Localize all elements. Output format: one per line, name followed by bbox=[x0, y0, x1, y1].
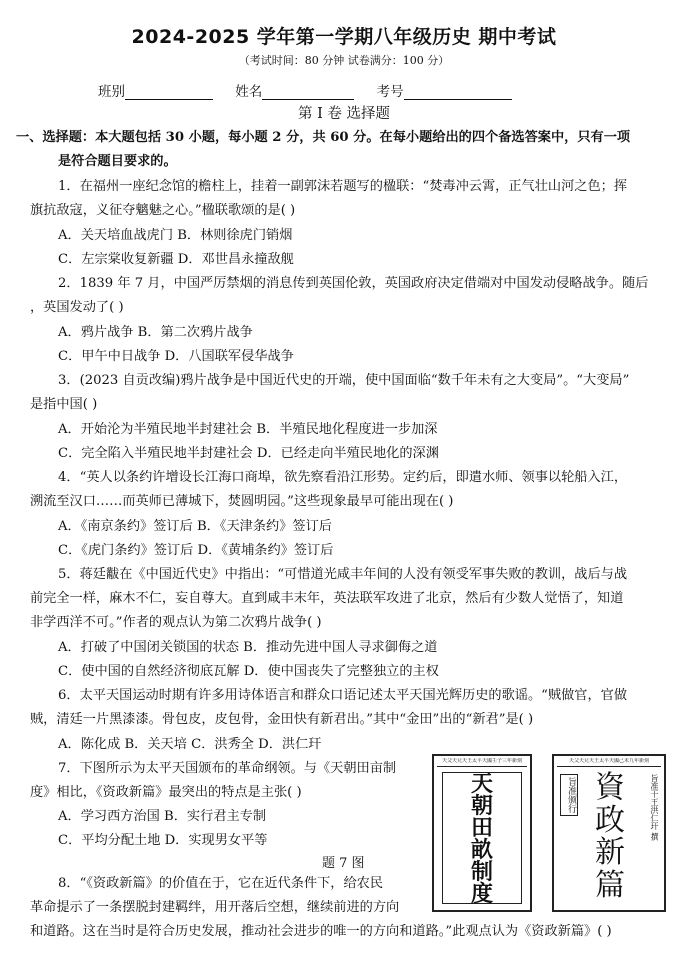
student-info-fields bbox=[98, 80, 530, 100]
q3-options-ab: A．开始沦为半殖民地半封建社会 B．半殖民地化程度进一步加深 bbox=[58, 422, 438, 437]
q6-stem-line-1: 6．太平天国运动时期有许多用诗体语言和群众口语记述太平天国光辉历史的歌谣。“贼做官，官做 bbox=[58, 688, 628, 703]
exam-title: 2024-2025 学年第一学期八年级历史 期中考试 bbox=[131, 26, 557, 48]
q2-options-ab: A．鸦片战争 B．第二次鸦片战争 bbox=[58, 325, 253, 340]
q4-stem-line-2: 溯流至汉口……而英师已薄城下，焚圆明园。”这些现象最早可能出现在( ) bbox=[30, 494, 454, 509]
q7-stem-line-2: 度》相比，《资政新篇》最突出的特点是主张( ) bbox=[30, 785, 302, 800]
q8-stem-line-1: 8．“《资政新篇》的价值在于，它在近代条件下，给农民 bbox=[58, 876, 384, 891]
zizheng-title-char: 政 bbox=[595, 802, 625, 838]
q3-stem-line-2: 是指中国( ) bbox=[30, 397, 98, 412]
q5-options-ab: A．打破了中国闭关锁国的状态 B．推动先进中国人寻求御侮之道 bbox=[58, 640, 438, 655]
q6-options: A．陈化成 B．关天培 C．洪秀全 D．洪仁玕 bbox=[58, 737, 322, 752]
zizheng-title-char: 篇 bbox=[595, 868, 625, 904]
q5-stem-line-2: 前完全一样，麻木不仁，妄自尊大。直到咸丰末年，英法联军攻进了北京，然后有少数人觉悟了，知道 bbox=[30, 591, 624, 606]
tianchao-cover-inner-frame bbox=[442, 771, 522, 907]
exam-number-label: 考号 bbox=[376, 84, 404, 100]
q3-stem-line-1: 3．(2023 自贡改编)鸦片战争是中国近代史的开端，使中国面临“数千年未有之大变局”。“大变局” bbox=[58, 373, 630, 388]
class-label: 班别 bbox=[98, 84, 125, 100]
q8-stem-line-2: 革命提示了一条摆脱封建羁绊，用开落后空想，继续前进的方向 bbox=[30, 900, 400, 915]
q7-options-cd: C．平均分配土地 D．实现男女平等 bbox=[58, 833, 268, 848]
q8-stem-line-3: 和道路。这在当时是符合历史发展，推动社会进步的唯一的方向和道路。”此观点认为《资政新篇》( ) bbox=[30, 924, 612, 939]
q7-stem-line-1: 7．下图所示为太平天国颁布的革命纲领。与《天朝田亩制 bbox=[58, 761, 397, 776]
instructions-line-1: 一、选择题：本大题包括 30 小题，每小题 2 分，共 60 分。在每小题给出的四个备选答案中，只有一项 bbox=[16, 130, 631, 145]
q3-options-cd: C．完全陷入半殖民地半封建社会 D．已经走向半殖民地化的深渊 bbox=[58, 446, 439, 461]
tianchao-title-char: 制 bbox=[470, 859, 493, 885]
exam-number-blank[interactable] bbox=[404, 85, 512, 100]
q5-stem-line-1: 5．蒋廷黻在《中国近代史》中指出：“可惜道光咸丰年间的人没有领受军事失败的教训，战后与战 bbox=[58, 567, 628, 582]
q5-options-cd: C．使中国的自然经济彻底瓦解 D．使中国丧失了完整独立的主权 bbox=[58, 664, 439, 679]
q1-options-ab: A．关天培血战虎门 B．林则徐虎门销烟 bbox=[58, 228, 293, 243]
exam-number-field[interactable] bbox=[377, 80, 512, 100]
name-label: 姓名 bbox=[235, 84, 263, 100]
tianchao-cover bbox=[432, 754, 532, 912]
zizheng-title bbox=[580, 770, 640, 904]
zizheng-cover bbox=[552, 754, 666, 912]
q4-options-cd: C．《虎门条约》签订后 D．《黄埔条约》签订后 bbox=[58, 543, 334, 558]
instructions-line-2: 是符合题目要求的。 bbox=[58, 154, 177, 169]
figure-book-covers bbox=[432, 754, 668, 914]
class-blank[interactable] bbox=[125, 85, 213, 100]
tianchao-title-char: 天 bbox=[470, 771, 493, 797]
tianchao-title-char: 朝 bbox=[470, 793, 493, 819]
q5-stem-line-3: 非学西洋不可。”作者的观点认为第二次鸦片战争( ) bbox=[30, 615, 322, 630]
exam-subtitle: （考试时间：80 分钟 试卷满分：100 分） bbox=[238, 54, 450, 67]
tianchao-cover-header: 天父天兄天王太平天國壬子三年新刻 bbox=[441, 758, 522, 764]
zizheng-title-char: 新 bbox=[595, 835, 625, 871]
zizheng-side-left: 旨准颁行 bbox=[560, 774, 578, 816]
section-title: 第 I 卷 选择题 bbox=[297, 106, 391, 122]
q4-options-ab: A．《南京条约》签订后 B．《天津条约》签订后 bbox=[58, 519, 332, 534]
name-field[interactable] bbox=[235, 80, 354, 100]
q7-options-ab: A．学习西方治国 B．实行君主专制 bbox=[58, 809, 267, 824]
q1-options-cd: C．左宗棠收复新疆 D．邓世昌永撞敌舰 bbox=[58, 252, 294, 267]
tianchao-title-char: 畝 bbox=[470, 837, 493, 863]
tianchao-title-char: 田 bbox=[470, 815, 493, 841]
q4-stem-line-1: 4．“英人以条约许增设长江海口商埠，欲先察看沿江形势。定约后，即遣水师、领事以轮船入江， bbox=[58, 470, 628, 485]
zizheng-cover-header: 天父天兄天王太平天國己未九年新刻 bbox=[568, 758, 649, 764]
tianchao-title-char: 度 bbox=[470, 881, 493, 907]
q2-stem-line-1: 2．1839 年 7 月，中国严厉禁烟的消息传到英国伦敦，英国政府决定借端对中国发动侵略战争。随后 bbox=[58, 276, 649, 291]
q1-stem-line-1: 1．在福州一座纪念馆的檐柱上，挂着一副郭沫若题写的楹联：“焚毒冲云霄，正气壮山河之色；挥 bbox=[58, 179, 628, 194]
class-field[interactable] bbox=[98, 80, 213, 100]
name-blank[interactable] bbox=[262, 85, 354, 100]
figure-caption: 题 7 图 bbox=[322, 856, 365, 871]
zizheng-title-char: 資 bbox=[595, 769, 625, 805]
q1-stem-line-2: 旗抗敌寇，义征夺魑魅之心。”楹联歌颂的是( ) bbox=[30, 203, 296, 218]
q2-options-cd: C．甲午中日战争 D．八国联军侵华战争 bbox=[58, 349, 294, 364]
q6-stem-line-2: 贼，清廷一片黑漆漆。骨包皮，皮包骨，金田快有新君出。”其中“金田”出的“新君”是( ) bbox=[30, 712, 534, 727]
zizheng-side-right: 旨准干王洪仁玕 撰 bbox=[650, 774, 659, 841]
q2-stem-line-2: ，英国发动了( ) bbox=[30, 300, 124, 315]
